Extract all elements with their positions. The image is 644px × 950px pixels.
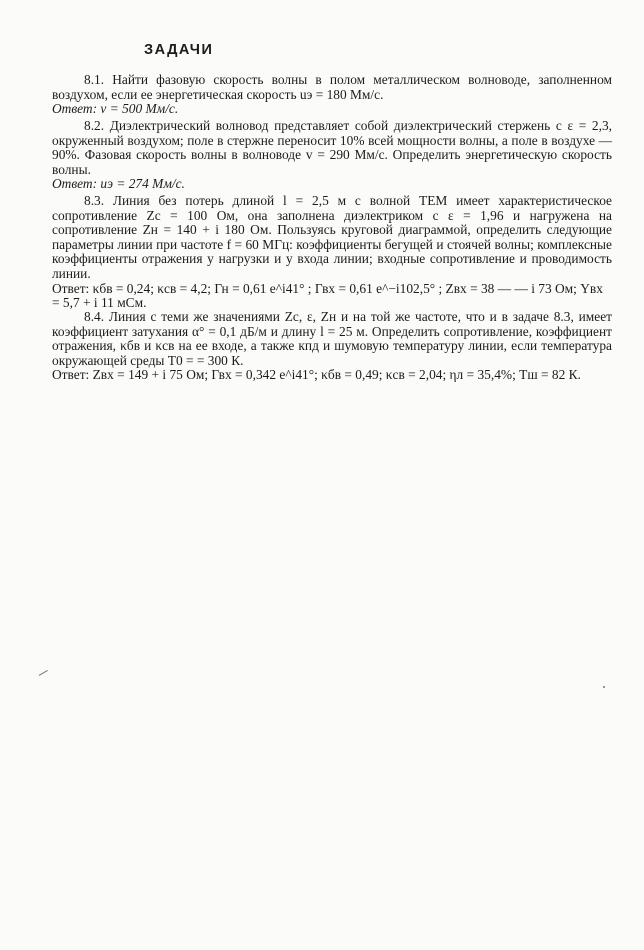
problem-8-2 (52, 119, 612, 192)
problem-answer: Ответ: κбв = 0,24; κсв = 4,2; Гн = 0,61 e^i41° ; Гвх = 0,61 e^−i102,5° ; Zвх = 38 — — i 73 Ом; Yвх = 5,7 + i 11 мСм. (52, 280, 603, 311)
problem-answer: Ответ: Zвх = 149 + i 75 Ом; Гвх = 0,342 e^i41°; κбв = 0,49; κсв = 2,04; ηл = 35,4%; Tш = 82 К. (52, 367, 581, 383)
problem-text: 8.4. Линия с теми же значениями Zс, ε, Zн и на той же частоте, что и в задаче 8.3, имеет коэффициент затухания α° = 0,1 дБ/м и длину l = 25 м. Определить сопротивление, коэффициент отражения, κбв и κсв на ее входе, а также кпд и шумовую температуру линии, если температура окружающей среды T0 = = 300 К. (52, 309, 612, 368)
problem-8-4 (52, 310, 612, 383)
problem-answer: Ответ: uэ = 274 Мм/с. (52, 176, 185, 192)
problem-text: 8.3. Линия без потерь длиной l = 2,5 м с волной ТЕМ имеет характеристическое сопротивление Zс = 100 Ом, она заполнена диэлектриком с ε = 1,96 и нагружена на сопротивление Zн = 140 + i 180 Ом. Пользуясь круговой диаграммой, определить следующие параметры линии при частоте f = 60 МГц: коэффициенты бегущей и стоячей волны; комплексные коэффициенты отражения у нагрузки и у входа линии; входные сопротивление и проводимость линии. (52, 193, 612, 281)
page-title: ЗАДАЧИ (144, 42, 214, 58)
problem-8-3 (52, 194, 612, 311)
scan-speck (39, 670, 52, 682)
problem-text: 8.2. Диэлектрический волновод представляет собой диэлектрический стержень с ε = 2,3, окруженный воздухом; поле в стержне переносит 10% всей мощности волны, а поле в воздухе — 90%. Фазовая скорость волны в волноводе v = 290 Мм/с. Определить энергетическую скорость волны. (52, 118, 612, 177)
problem-8-1 (52, 73, 612, 117)
problem-text: 8.1. Найти фазовую скорость волны в полом металлическом волноводе, заполненном воздухом, если ее энергетическая скорость uэ = 180 Мм/с. (52, 72, 612, 102)
scan-speck (603, 686, 605, 688)
problem-answer: Ответ: v = 500 Мм/с. (52, 101, 179, 117)
